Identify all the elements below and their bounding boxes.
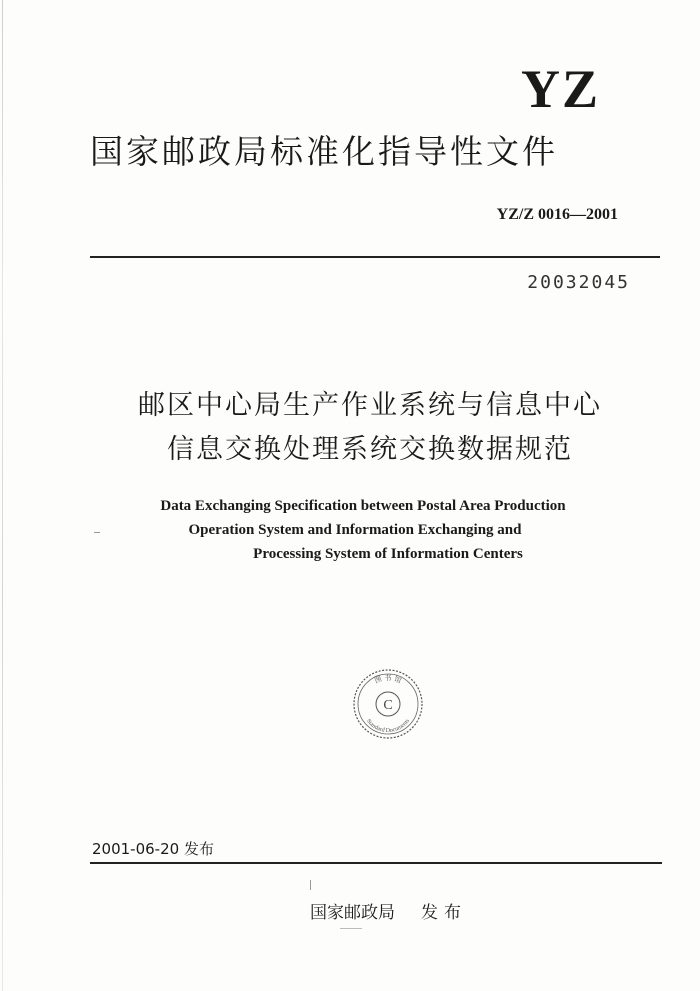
document-type-heading: 国家邮政局标准化指导性文件 <box>90 132 558 171</box>
bottom-divider <box>90 862 662 864</box>
stamp-number: 20032045 <box>527 272 630 293</box>
scan-speck <box>94 532 100 533</box>
english-title-line-3: Processing System of Information Centers <box>253 546 523 562</box>
scan-speck <box>340 928 362 929</box>
english-title <box>60 494 680 566</box>
standard-code-mark: YZ <box>520 59 600 119</box>
chinese-title-line-2: 信息交换处理系统交换数据规范 <box>167 434 573 465</box>
seal-arc-bottom-text: Standard Documents <box>364 718 412 735</box>
scan-edge-line <box>2 0 3 991</box>
seal-inner-letter: C <box>383 698 393 713</box>
top-divider <box>90 256 660 258</box>
english-title-line-2: Operation System and Information Exchanging and <box>188 522 522 538</box>
standard-number: YZ/Z 0016—2001 <box>496 206 618 223</box>
chinese-title-line-1: 邮区中心局生产作业系统与信息中心 <box>138 390 602 421</box>
issue-date: 2001-06-20 发布 <box>92 840 214 858</box>
publish-action: 发布 <box>421 903 467 923</box>
library-seal-icon <box>352 668 424 740</box>
chinese-title <box>60 384 680 472</box>
english-title-line-1: Data Exchanging Specification between Postal Area Production <box>160 498 566 514</box>
publisher-line <box>310 898 467 923</box>
publisher-name: 国家邮政局 <box>310 903 395 923</box>
scan-speck <box>310 880 311 890</box>
seal-arc-top-text: 图 书 馆 <box>373 674 403 685</box>
